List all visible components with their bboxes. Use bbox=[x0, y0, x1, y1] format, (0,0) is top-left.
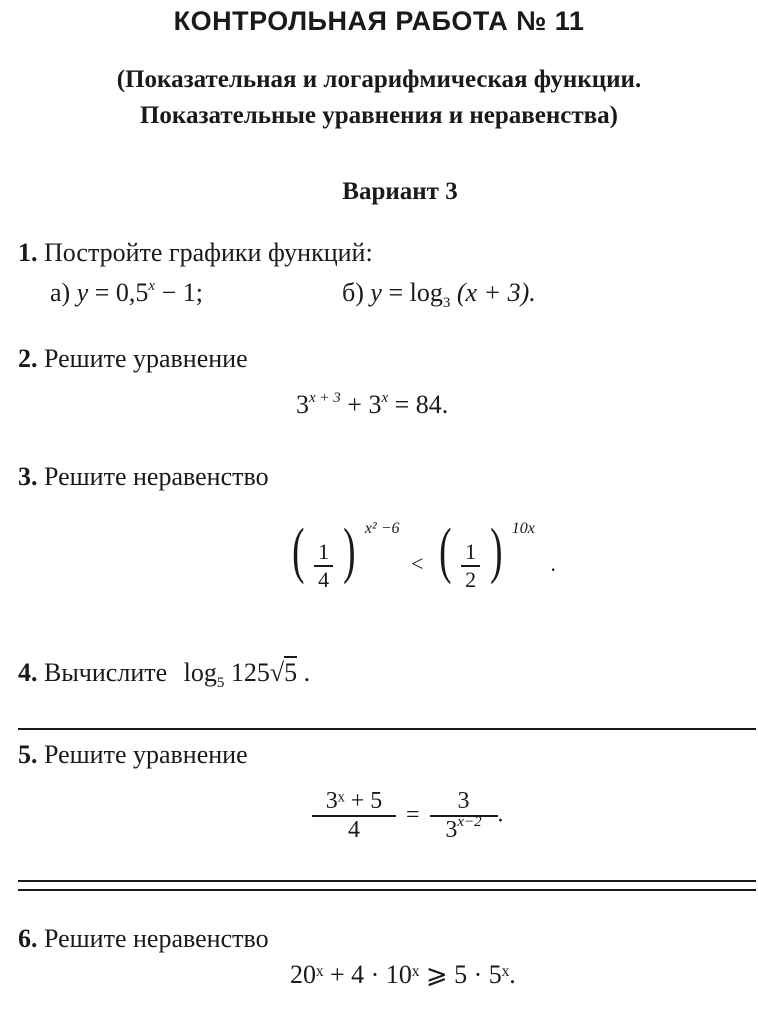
rhs-denominator-base: 3 bbox=[445, 817, 458, 843]
task-1-text: Постройте графики функций: bbox=[44, 238, 373, 267]
left-paren-1: ( bbox=[292, 517, 305, 585]
fraction-2-numerator: 1 bbox=[465, 538, 477, 564]
part-a-exponent: x bbox=[148, 278, 156, 294]
inequality-tail: . bbox=[550, 551, 556, 576]
task-3-number: 3. bbox=[18, 462, 38, 491]
rhs-denominator-exponent: x−2 bbox=[457, 814, 482, 830]
rhs-denominator bbox=[430, 815, 498, 844]
task-1-part-a bbox=[50, 278, 203, 308]
fraction-1 bbox=[314, 539, 333, 593]
inequality-exponent-1: x² −6 bbox=[364, 520, 400, 537]
rhs-fraction bbox=[430, 788, 498, 844]
left-paren-2: ( bbox=[439, 517, 452, 585]
part-b-var: y bbox=[370, 278, 382, 307]
lhs-denominator: 4 bbox=[312, 815, 396, 844]
task-4 bbox=[18, 658, 311, 691]
task-3 bbox=[18, 462, 269, 492]
eq-base-1: 3 bbox=[296, 390, 309, 419]
subtitle-line-1: (Показательная и логарифмическая функции. bbox=[116, 66, 642, 93]
part-a-tail: − 1; bbox=[161, 278, 203, 307]
part-b-log-base: 3 bbox=[442, 295, 451, 311]
right-paren-1: ) bbox=[342, 517, 356, 585]
task-4-number: 4. bbox=[18, 658, 38, 687]
rhs-numerator: 3 bbox=[457, 788, 470, 814]
task-5-number: 5. bbox=[18, 740, 38, 769]
fraction-2 bbox=[461, 539, 480, 593]
task-6 bbox=[18, 924, 269, 954]
page-title: КОНТРОЛЬНАЯ РАБОТА № 11 bbox=[173, 6, 585, 36]
divider-1 bbox=[18, 728, 756, 730]
part-a-var: y bbox=[76, 278, 89, 307]
task-4-log: log bbox=[183, 658, 217, 687]
subtitle-line-2: Показательные уравнения и неравенства) bbox=[139, 102, 618, 129]
task-5-equation bbox=[312, 788, 504, 844]
divider-2a bbox=[18, 880, 756, 882]
task-4-sqrt-argument: 5 bbox=[284, 658, 298, 687]
eq-tail: = 84. bbox=[394, 390, 449, 419]
divider-2b bbox=[18, 889, 756, 891]
part-a-label: а) bbox=[50, 278, 71, 307]
task-1-number: 1. bbox=[18, 238, 38, 267]
part-b-argument: (x + 3). bbox=[456, 278, 536, 307]
fraction-1-numerator: 1 bbox=[318, 538, 330, 564]
part-a-expr: = 0,5 bbox=[94, 278, 149, 307]
task-5-tail: . bbox=[497, 801, 504, 828]
task-2 bbox=[18, 344, 248, 374]
task-4-argument: 125 bbox=[230, 658, 270, 687]
task-3-text: Решите неравенство bbox=[44, 462, 269, 491]
inequality-exponent-2: 10x bbox=[511, 520, 535, 537]
task-4-tail: . bbox=[303, 658, 311, 687]
task-2-number: 2. bbox=[18, 344, 38, 373]
fraction-1-denominator: 4 bbox=[314, 565, 333, 593]
task-6-text: Решите неравенство bbox=[44, 924, 269, 953]
right-paren-2: ) bbox=[489, 517, 503, 585]
task-6-number: 6. bbox=[18, 924, 38, 953]
subtitle bbox=[0, 62, 758, 134]
fraction-2-denominator: 2 bbox=[461, 565, 480, 593]
eq-exponent-1: x + 3 bbox=[309, 390, 341, 406]
inequality-operator: < bbox=[411, 551, 424, 576]
equals-sign: = bbox=[406, 801, 420, 828]
task-2-text: Решите уравнение bbox=[44, 344, 248, 373]
task-1-part-b bbox=[342, 278, 536, 311]
lhs-numerator: 3ˣ + 5 bbox=[325, 788, 383, 814]
lhs-fraction bbox=[312, 788, 396, 844]
task-4-log-base: 5 bbox=[216, 675, 225, 691]
eq-exponent-2: x bbox=[381, 390, 389, 406]
task-5 bbox=[18, 740, 248, 770]
task-2-equation bbox=[296, 390, 448, 420]
sqrt-symbol: √ bbox=[269, 658, 285, 687]
part-b-label: б) bbox=[342, 278, 364, 307]
part-b-expr: = log bbox=[388, 278, 443, 307]
task-5-text: Решите уравнение bbox=[44, 740, 248, 769]
task-4-text: Вычислите bbox=[44, 658, 168, 687]
task-3-inequality bbox=[288, 517, 556, 593]
task-6-inequality: 20ˣ + 4 · 10ˣ ⩾ 5 · 5ˣ. bbox=[290, 960, 516, 989]
task-1 bbox=[18, 238, 373, 268]
variant-heading: Вариант 3 bbox=[342, 178, 458, 205]
eq-middle: + 3 bbox=[347, 390, 382, 419]
